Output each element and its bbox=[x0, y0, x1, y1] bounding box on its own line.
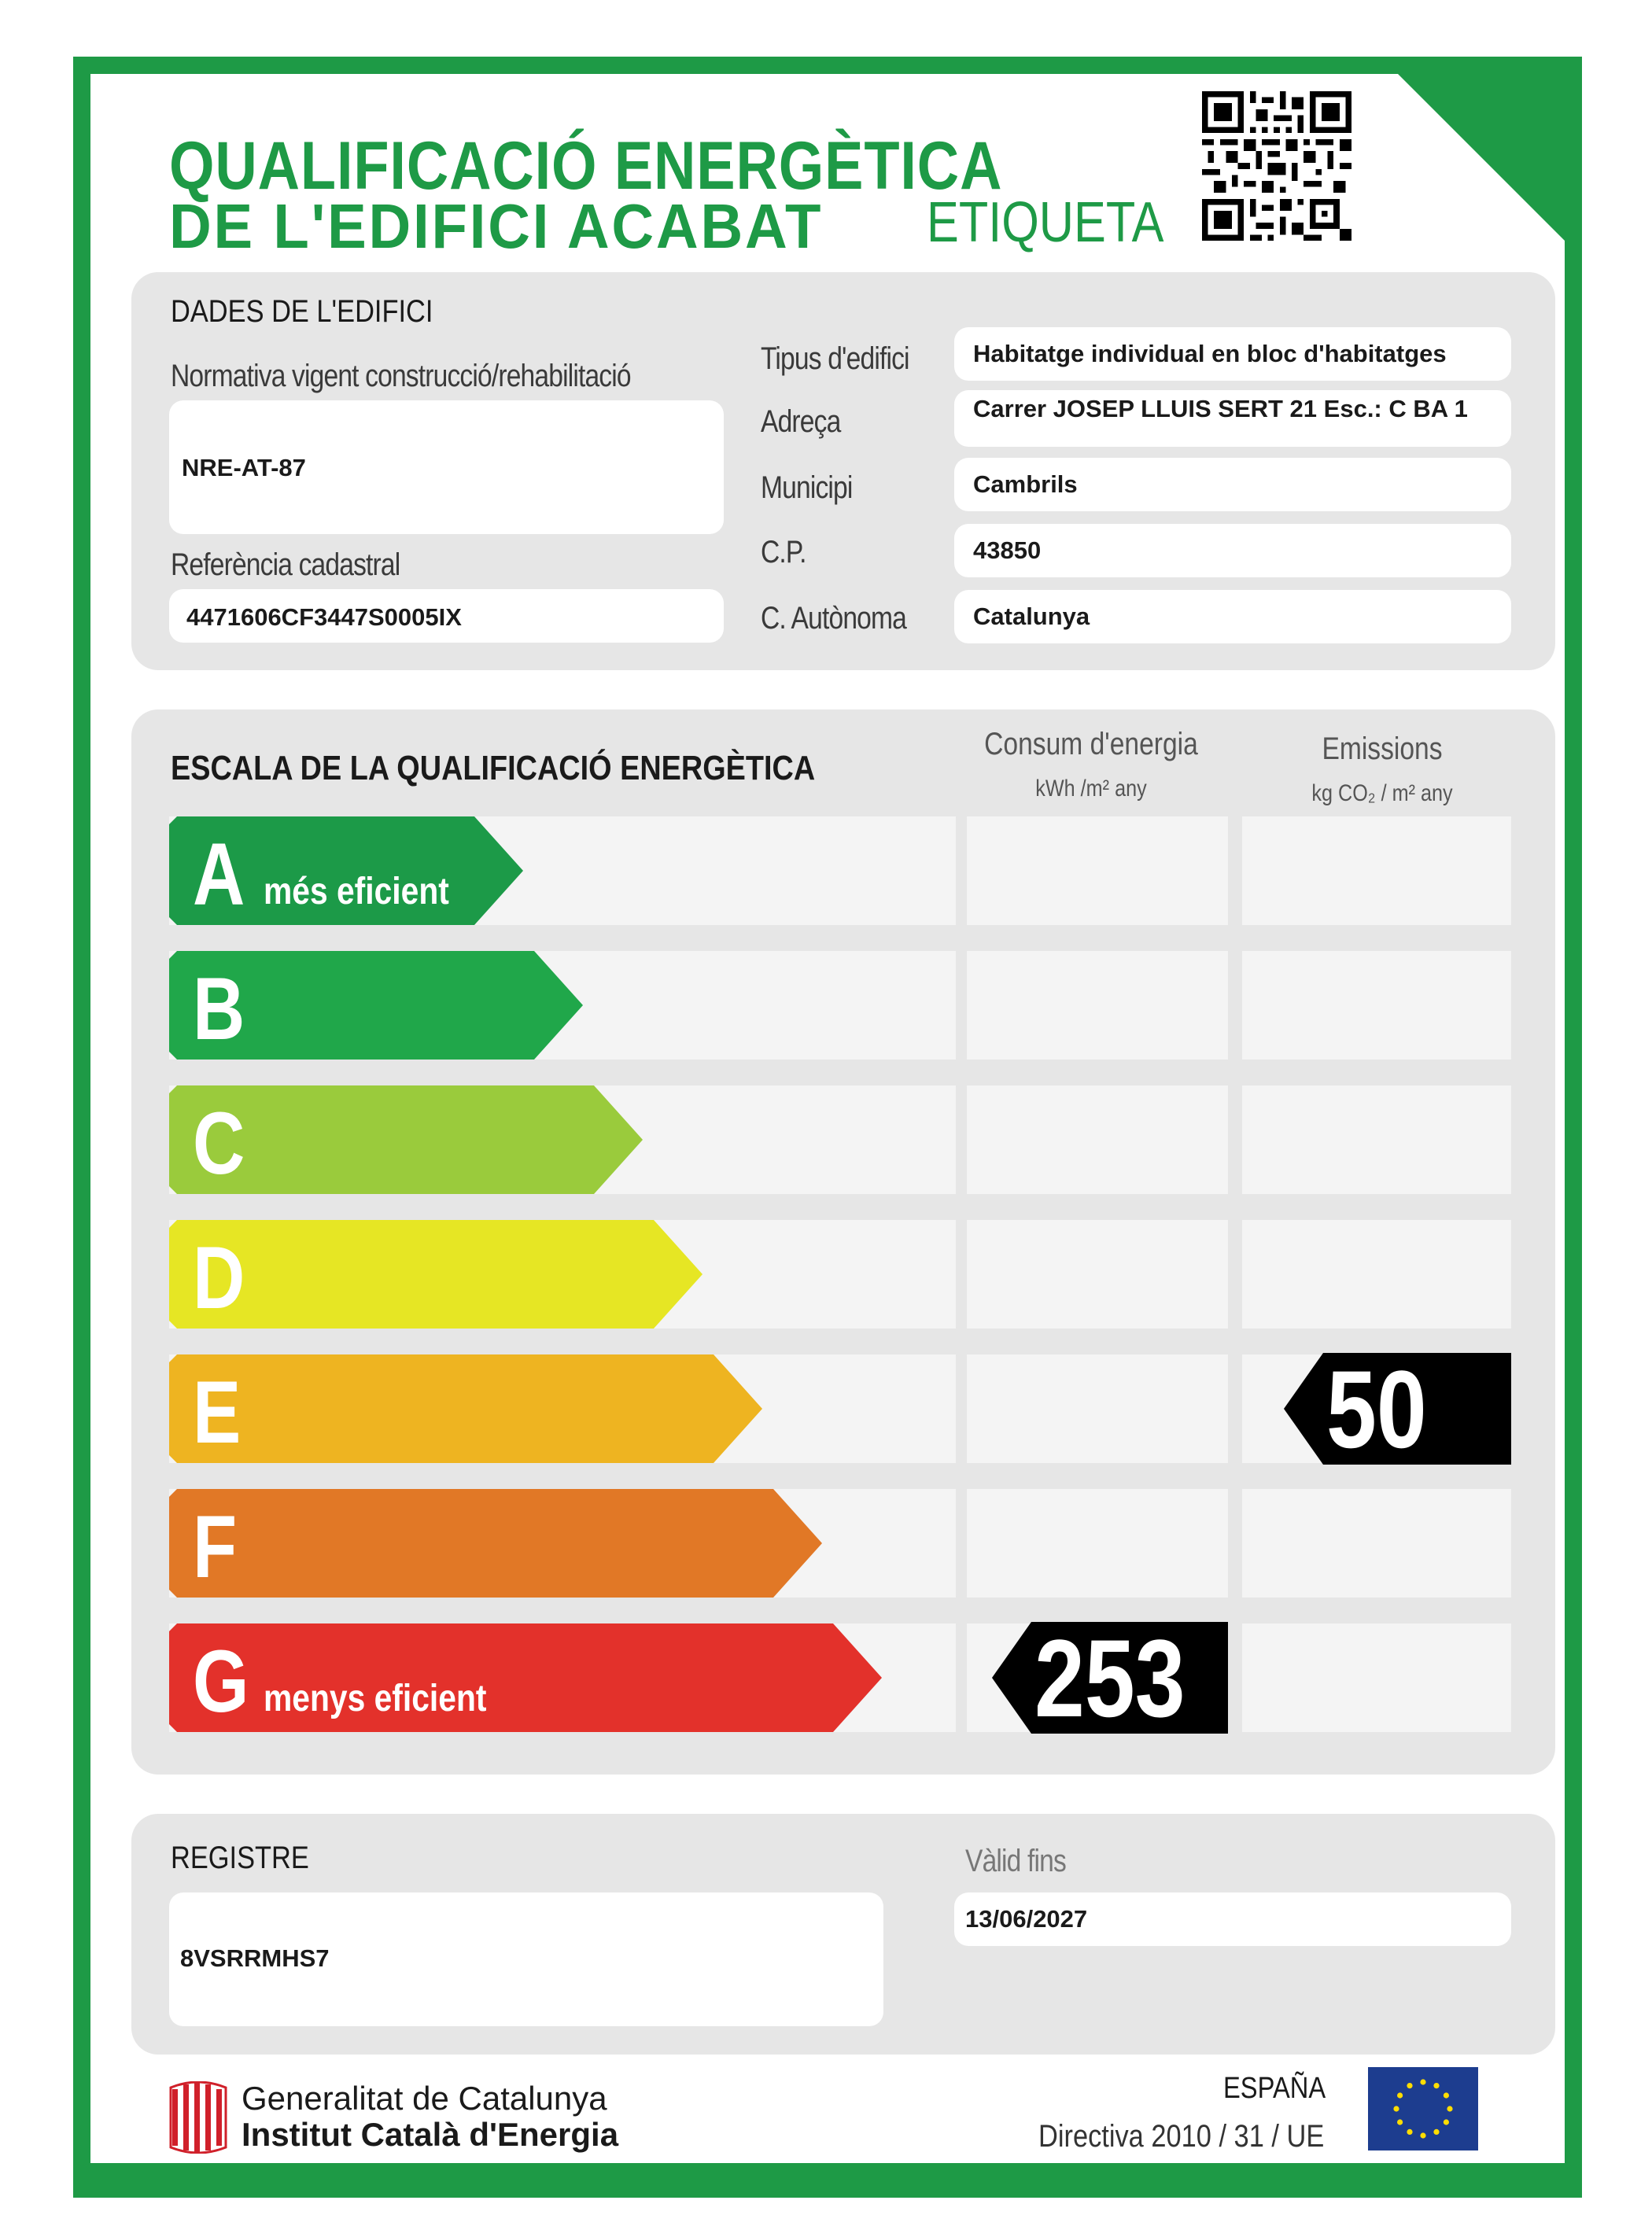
ref-cadastral-label: Referència cadastral bbox=[171, 547, 400, 582]
eu-star-icon bbox=[1447, 2106, 1452, 2111]
class-letter-c: C bbox=[193, 1094, 245, 1192]
normativa-label: Normativa vigent construcció/rehabilitació bbox=[171, 359, 631, 393]
cp-field bbox=[954, 524, 1511, 577]
cp-value: 43850 bbox=[973, 536, 1042, 564]
autonoma-field bbox=[954, 590, 1511, 643]
emissions-value: 50 bbox=[1326, 1347, 1427, 1471]
valid-field bbox=[954, 1892, 1511, 1946]
eu-flag-icon bbox=[1368, 2067, 1478, 2150]
emissions-cell-a bbox=[1242, 816, 1511, 925]
title-line1: QUALIFICACIÓ ENERGÈTICA bbox=[169, 128, 1003, 204]
label-type: ETIQUETA bbox=[927, 191, 1164, 254]
eu-star-icon bbox=[1397, 2119, 1403, 2125]
consum-value: 253 bbox=[1034, 1616, 1186, 1740]
autonoma-label: C. Autònoma bbox=[761, 601, 907, 636]
building-data-panel bbox=[131, 272, 1555, 670]
class-bar-d bbox=[169, 1220, 702, 1329]
normativa-field bbox=[169, 400, 724, 534]
eu-star-icon bbox=[1407, 2083, 1412, 2088]
org-line2: Institut Català d'Energia bbox=[242, 2116, 619, 2153]
ref-cadastral-value: 4471606CF3447S0005IX bbox=[186, 603, 462, 631]
building-section-title: DADES DE L'EDIFICI bbox=[171, 294, 433, 329]
class-letter-d: D bbox=[193, 1229, 245, 1327]
class-bar-e bbox=[169, 1354, 762, 1463]
registre-panel bbox=[131, 1814, 1555, 2055]
class-bar-f bbox=[169, 1489, 822, 1598]
tipus-label: Tipus d'edifici bbox=[761, 341, 909, 376]
consum-unit: kWh /m² any bbox=[1035, 776, 1147, 802]
adreca-value: Carrer JOSEP LLUIS SERT 21 Esc.: C BA 1 bbox=[973, 395, 1468, 422]
tipus-value: Habitatge individual en bloc d'habitatges bbox=[973, 340, 1447, 367]
emissions-cell-d bbox=[1242, 1220, 1511, 1329]
country-label: ESPAÑA bbox=[1223, 2072, 1326, 2105]
consum-cell-d bbox=[967, 1220, 1228, 1329]
valid-label: Vàlid fins bbox=[965, 1844, 1066, 1878]
consum-cell-a bbox=[967, 816, 1228, 925]
emissions-header: Emissions bbox=[1322, 732, 1443, 766]
qr-code bbox=[1202, 91, 1351, 241]
registre-value: 8VSRRMHS7 bbox=[180, 1944, 330, 1972]
eu-star-icon bbox=[1433, 2083, 1439, 2088]
class-sub-g: menys eficient bbox=[264, 1678, 487, 1719]
org-line1: Generalitat de Catalunya bbox=[242, 2080, 607, 2117]
directive-label: Directiva 2010 / 31 / UE bbox=[1038, 2119, 1325, 2154]
consum-cell-c bbox=[967, 1085, 1228, 1194]
energy-scale-panel bbox=[131, 709, 1555, 1775]
eu-star-icon bbox=[1420, 2079, 1425, 2084]
municipi-label: Municipi bbox=[761, 470, 853, 505]
adreca-field bbox=[954, 390, 1511, 447]
valid-value: 13/06/2027 bbox=[965, 1905, 1088, 1933]
tipus-field bbox=[954, 327, 1511, 381]
registre-field bbox=[169, 1892, 883, 2026]
eu-star-icon bbox=[1433, 2129, 1439, 2135]
consum-cell-f bbox=[967, 1489, 1228, 1598]
eu-star-icon bbox=[1444, 2092, 1449, 2098]
emissions-cell-f bbox=[1242, 1489, 1511, 1598]
generalitat-logo bbox=[169, 2081, 227, 2154]
class-letter-g: G bbox=[193, 1632, 249, 1730]
emissions-cell-c bbox=[1242, 1085, 1511, 1194]
eu-star-icon bbox=[1393, 2106, 1399, 2111]
eu-star-icon bbox=[1444, 2119, 1449, 2125]
eu-star-icon bbox=[1397, 2092, 1403, 2098]
eu-star-icon bbox=[1420, 2132, 1425, 2138]
title-line2: DE L'EDIFICI ACABAT bbox=[169, 191, 824, 261]
class-sub-a: més eficient bbox=[264, 871, 449, 912]
class-letter-e: E bbox=[193, 1363, 242, 1461]
eu-star-icon bbox=[1407, 2129, 1412, 2135]
emissions-unit: kg CO₂ / m² any bbox=[1311, 780, 1453, 806]
ref-cadastral-field bbox=[169, 589, 724, 643]
municipi-value: Cambrils bbox=[973, 470, 1078, 498]
adreca-label: Adreça bbox=[761, 404, 841, 439]
emissions-cell-b bbox=[1242, 951, 1511, 1060]
consum-header: Consum d'energia bbox=[984, 727, 1198, 761]
consum-cell-b bbox=[967, 951, 1228, 1060]
consum-cell-e bbox=[967, 1354, 1228, 1463]
cp-label: C.P. bbox=[761, 535, 806, 569]
municipi-field bbox=[954, 458, 1511, 511]
corner-triangle bbox=[1396, 72, 1582, 261]
normativa-value: NRE-AT-87 bbox=[182, 454, 306, 481]
class-letter-a: A bbox=[193, 825, 245, 923]
autonoma-value: Catalunya bbox=[973, 603, 1090, 630]
registre-title: REGISTRE bbox=[171, 1841, 309, 1875]
class-letter-f: F bbox=[193, 1498, 238, 1596]
emissions-cell-g bbox=[1242, 1623, 1511, 1732]
class-letter-b: B bbox=[193, 960, 245, 1058]
scale-title: ESCALA DE LA QUALIFICACIÓ ENERGÈTICA bbox=[171, 749, 816, 787]
energy-label-frame bbox=[73, 57, 1582, 2198]
